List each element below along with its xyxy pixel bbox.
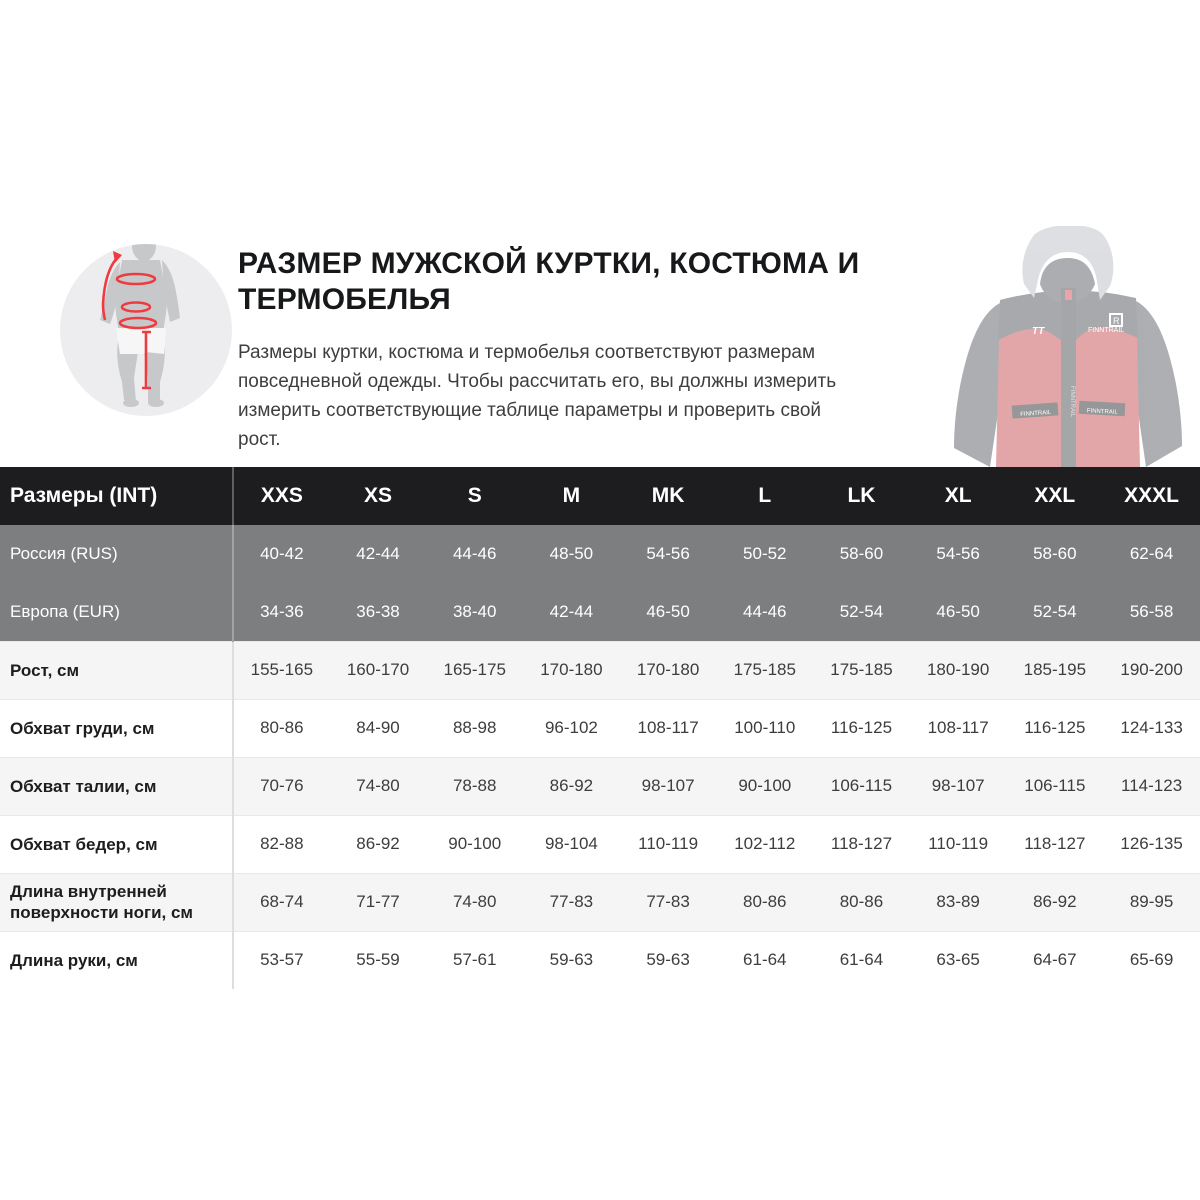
row-label: Рост, см xyxy=(0,641,233,699)
size-value-cell: 57-61 xyxy=(426,931,523,989)
size-column-header: M xyxy=(523,467,620,525)
table-row xyxy=(0,583,1200,641)
size-value-cell: 98-104 xyxy=(523,815,620,873)
page-title xyxy=(238,246,938,318)
size-value-cell: 175-185 xyxy=(716,641,813,699)
svg-text:FINNTRAIL: FINNTRAIL xyxy=(1020,409,1052,419)
size-value-cell: 46-50 xyxy=(620,583,717,641)
size-value-cell: 155-165 xyxy=(233,641,330,699)
page-description-line-4: рост. xyxy=(238,429,281,450)
hero-section xyxy=(0,0,1200,467)
hero-text-block xyxy=(238,246,938,454)
size-value-cell: 118-127 xyxy=(1007,815,1104,873)
table-row xyxy=(0,525,1200,583)
svg-text:FINNTRAIL: FINNTRAIL xyxy=(1069,386,1075,418)
size-column-header: XXL xyxy=(1007,467,1104,525)
page-title-line-1: РАЗМЕР МУЖСКОЙ КУРТКИ, КОСТЮМА И xyxy=(238,247,860,280)
size-value-cell: 89-95 xyxy=(1103,873,1200,931)
table-row xyxy=(0,815,1200,873)
size-value-cell: 68-74 xyxy=(233,873,330,931)
size-value-cell: 114-123 xyxy=(1103,757,1200,815)
size-value-cell: 110-119 xyxy=(910,815,1007,873)
size-value-cell: 126-135 xyxy=(1103,815,1200,873)
row-label: Длина внутренней поверхности ноги, см xyxy=(0,873,233,931)
size-value-cell: 98-107 xyxy=(620,757,717,815)
size-column-header: MK xyxy=(620,467,717,525)
page-description-line-3: измерить соответствующие таблице параметры и проверить свой xyxy=(238,400,822,421)
size-value-cell: 77-83 xyxy=(523,873,620,931)
size-value-cell: 90-100 xyxy=(716,757,813,815)
size-column-header: XXXL xyxy=(1103,467,1200,525)
size-value-cell: 65-69 xyxy=(1103,931,1200,989)
size-value-cell: 59-63 xyxy=(620,931,717,989)
svg-text:FINNTRAIL: FINNTRAIL xyxy=(1088,327,1125,334)
size-value-cell: 170-180 xyxy=(620,641,717,699)
size-value-cell: 190-200 xyxy=(1103,641,1200,699)
size-value-cell: 54-56 xyxy=(620,525,717,583)
size-column-header: S xyxy=(426,467,523,525)
size-value-cell: 100-110 xyxy=(716,699,813,757)
size-value-cell: 78-88 xyxy=(426,757,523,815)
table-row xyxy=(0,931,1200,989)
size-column-header: LK xyxy=(813,467,910,525)
size-value-cell: 44-46 xyxy=(716,583,813,641)
body-measurement-diagram-icon xyxy=(58,242,234,418)
row-label: Обхват груди, см xyxy=(0,699,233,757)
size-value-cell: 42-44 xyxy=(523,583,620,641)
header-row-label: Размеры (INT) xyxy=(0,467,233,525)
size-column-header: XXS xyxy=(233,467,330,525)
page-description xyxy=(238,338,938,454)
size-value-cell: 80-86 xyxy=(233,699,330,757)
size-value-cell: 70-76 xyxy=(233,757,330,815)
size-value-cell: 77-83 xyxy=(620,873,717,931)
size-value-cell: 52-54 xyxy=(1007,583,1104,641)
size-value-cell: 53-57 xyxy=(233,931,330,989)
size-value-cell: 165-175 xyxy=(426,641,523,699)
page-description-line-2: повседневной одежды. Чтобы рассчитать его, вы должны измерить xyxy=(238,371,837,392)
svg-text:TT: TT xyxy=(1032,326,1045,337)
size-value-cell: 124-133 xyxy=(1103,699,1200,757)
size-value-cell: 46-50 xyxy=(910,583,1007,641)
size-value-cell: 108-117 xyxy=(620,699,717,757)
size-value-cell: 64-67 xyxy=(1007,931,1104,989)
size-value-cell: 88-98 xyxy=(426,699,523,757)
size-value-cell: 86-92 xyxy=(1007,873,1104,931)
size-value-cell: 55-59 xyxy=(330,931,427,989)
size-value-cell: 185-195 xyxy=(1007,641,1104,699)
svg-text:FINNTRAIL: FINNTRAIL xyxy=(1086,408,1118,416)
size-value-cell: 59-63 xyxy=(523,931,620,989)
size-table-body xyxy=(0,525,1200,989)
size-value-cell: 38-40 xyxy=(426,583,523,641)
size-value-cell: 34-36 xyxy=(233,583,330,641)
size-value-cell: 63-65 xyxy=(910,931,1007,989)
size-value-cell: 74-80 xyxy=(330,757,427,815)
jacket-product-image xyxy=(940,226,1196,467)
size-value-cell: 82-88 xyxy=(233,815,330,873)
size-value-cell: 61-64 xyxy=(716,931,813,989)
size-value-cell: 40-42 xyxy=(233,525,330,583)
size-value-cell: 110-119 xyxy=(620,815,717,873)
row-label: Длина руки, см xyxy=(0,931,233,989)
size-value-cell: 61-64 xyxy=(813,931,910,989)
table-row xyxy=(0,699,1200,757)
size-value-cell: 84-90 xyxy=(330,699,427,757)
row-label: Обхват талии, см xyxy=(0,757,233,815)
size-value-cell: 86-92 xyxy=(523,757,620,815)
size-value-cell: 96-102 xyxy=(523,699,620,757)
row-label: Европа (EUR) xyxy=(0,583,233,641)
size-value-cell: 48-50 xyxy=(523,525,620,583)
size-value-cell: 86-92 xyxy=(330,815,427,873)
row-label: Россия (RUS) xyxy=(0,525,233,583)
size-value-cell: 160-170 xyxy=(330,641,427,699)
page-description-line-1: Размеры куртки, костюма и термобелья соответствуют размерам xyxy=(238,342,816,363)
size-value-cell: 42-44 xyxy=(330,525,427,583)
size-value-cell: 62-64 xyxy=(1103,525,1200,583)
size-value-cell: 118-127 xyxy=(813,815,910,873)
size-value-cell: 180-190 xyxy=(910,641,1007,699)
size-value-cell: 44-46 xyxy=(426,525,523,583)
size-value-cell: 170-180 xyxy=(523,641,620,699)
page-title-line-2: ТЕРМОБЕЛЬЯ xyxy=(238,283,451,316)
table-row xyxy=(0,873,1200,931)
size-value-cell: 175-185 xyxy=(813,641,910,699)
size-value-cell: 108-117 xyxy=(910,699,1007,757)
size-value-cell: 54-56 xyxy=(910,525,1007,583)
size-value-cell: 71-77 xyxy=(330,873,427,931)
size-value-cell: 52-54 xyxy=(813,583,910,641)
size-value-cell: 56-58 xyxy=(1103,583,1200,641)
size-value-cell: 58-60 xyxy=(813,525,910,583)
table-row xyxy=(0,641,1200,699)
size-table xyxy=(0,467,1200,989)
size-value-cell: 74-80 xyxy=(426,873,523,931)
size-value-cell: 98-107 xyxy=(910,757,1007,815)
size-value-cell: 50-52 xyxy=(716,525,813,583)
header-row xyxy=(0,467,1200,525)
size-column-header: L xyxy=(716,467,813,525)
size-value-cell: 80-86 xyxy=(716,873,813,931)
size-column-header: XS xyxy=(330,467,427,525)
svg-text:R: R xyxy=(1113,316,1120,326)
size-value-cell: 36-38 xyxy=(330,583,427,641)
size-value-cell: 83-89 xyxy=(910,873,1007,931)
size-column-header: XL xyxy=(910,467,1007,525)
size-value-cell: 106-115 xyxy=(813,757,910,815)
size-value-cell: 80-86 xyxy=(813,873,910,931)
size-value-cell: 116-125 xyxy=(813,699,910,757)
size-table-header xyxy=(0,467,1200,525)
size-value-cell: 102-112 xyxy=(716,815,813,873)
size-value-cell: 58-60 xyxy=(1007,525,1104,583)
table-row xyxy=(0,757,1200,815)
row-label: Обхват бедер, см xyxy=(0,815,233,873)
size-value-cell: 116-125 xyxy=(1007,699,1104,757)
size-value-cell: 106-115 xyxy=(1007,757,1104,815)
size-value-cell: 90-100 xyxy=(426,815,523,873)
